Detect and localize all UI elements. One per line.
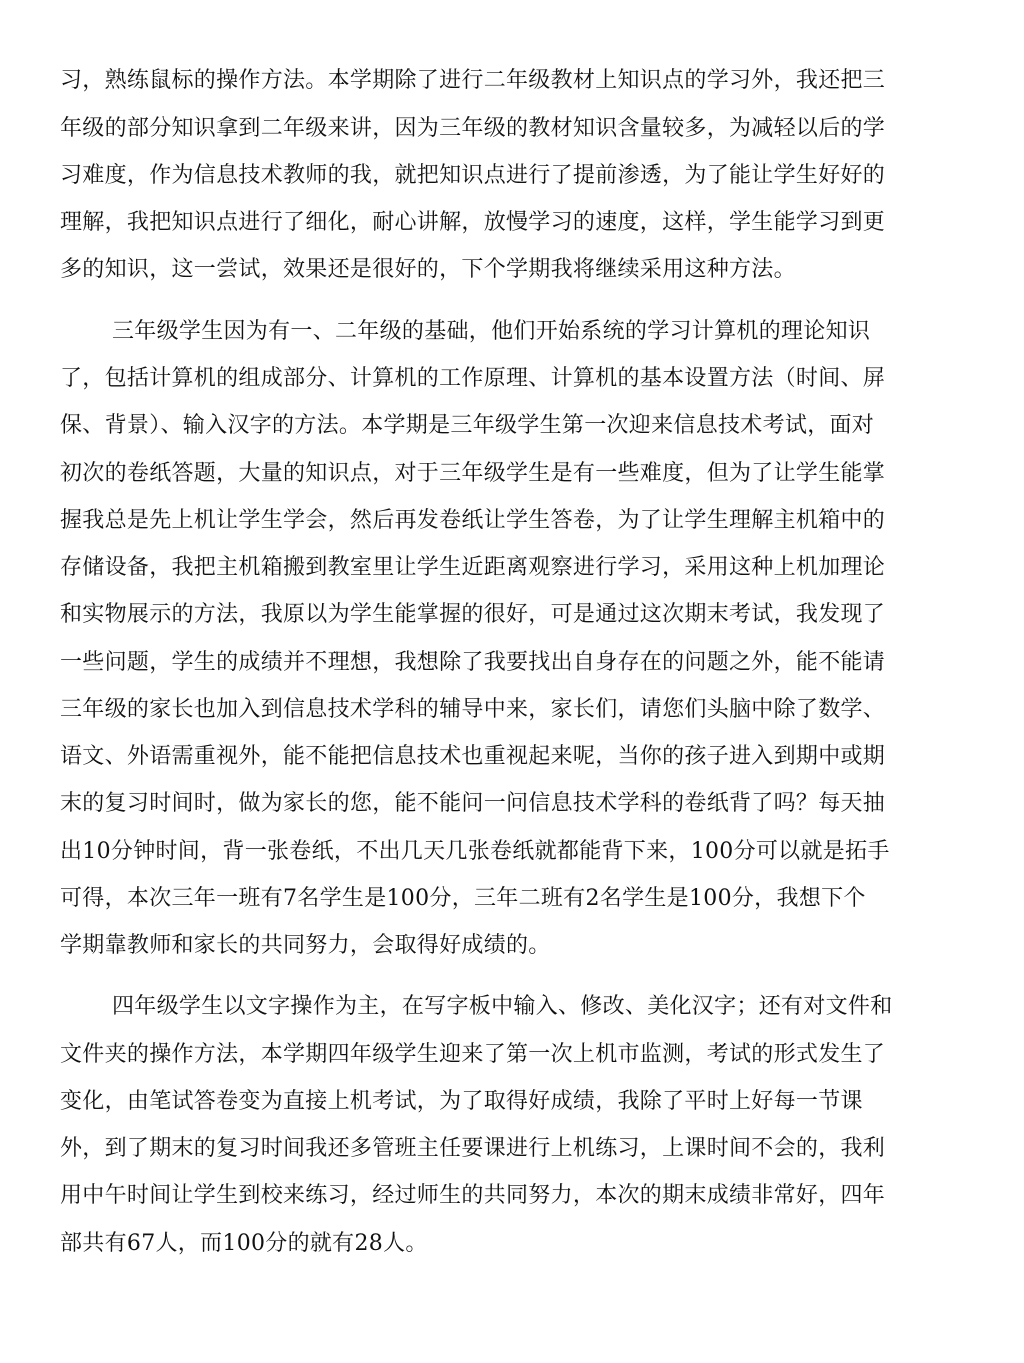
text-line: 理解，我把知识点进行了细化，耐心讲解，放慢学习的速度，这样，学生能学习到更 — [60, 210, 886, 235]
text-line: 用中午时间让学生到校来练习，经过师生的共同努力，本次的期末成绩非常好，四年 — [60, 1183, 886, 1208]
text-line: 保、背景）、输入汉字的方法。本学期是三年级学生第一次迎来信息技术考试，面对 — [60, 413, 875, 438]
text-line: 了，包括计算机的组成部分、计算机的工作原理、计算机的基本设置方法（时间、屏 — [60, 366, 886, 391]
text-line: 可得，本次三年一班有7名学生是100分，三年二班有2名学生是100分，我想下个 — [60, 886, 866, 911]
text-line: 学期靠教师和家长的共同努力，会取得好成绩的。 — [60, 933, 551, 958]
text-line: 握我总是先上机让学生学会，然后再发卷纸让学生答卷，为了让学生理解主机箱中的 — [60, 508, 886, 533]
text-line: 三年级学生因为有一、二年级的基础，他们开始系统的学习计算机的理论知识 — [112, 319, 871, 344]
text-line: 初次的卷纸答题，大量的知识点，对于三年级学生是有一些难度，但为了让学生能掌 — [60, 461, 886, 486]
text-line: 三年级的家长也加入到信息技术学科的辅导中来，家长们，请您们头脑中除了数学、 — [60, 697, 886, 722]
text-line: 四年级学生以文字操作为主，在写字板中输入、修改、美化汉字；还有对文件和 — [112, 994, 893, 1019]
text-line: 外，到了期末的复习时间我还多管班主任要课进行上机练习，上课时间不会的，我利 — [60, 1136, 886, 1161]
text-line: 和实物展示的方法，我原以为学生能掌握的很好，可是通过这次期末考试，我发现了 — [60, 602, 886, 627]
text-line: 语文、外语需重视外，能不能把信息技术也重视起来呢，当你的孩子进入到期中或期 — [60, 744, 886, 769]
text-line: 存储设备，我把主机箱搬到教室里让学生近距离观察进行学习，采用这种上机加理论 — [60, 555, 886, 580]
text-line: 一些问题，学生的成绩并不理想，我想除了我要找出自身存在的问题之外，能不能请 — [60, 650, 886, 675]
text-line: 末的复习时间时，做为家长的您，能不能问一问信息技术学科的卷纸背了吗？每天抽 — [60, 791, 886, 816]
text-line: 年级的部分知识拿到二年级来讲，因为三年级的教材知识含量较多，为减轻以后的学 — [60, 116, 886, 141]
text-line: 习，熟练鼠标的操作方法。本学期除了进行二年级教材上知识点的学习外，我还把三 — [60, 68, 886, 93]
text-line: 习难度，作为信息技术教师的我，就把知识点进行了提前渗透，为了能让学生好好的 — [60, 163, 886, 188]
text-line: 文件夹的操作方法，本学期四年级学生迎来了第一次上机市监测，考试的形式发生了 — [60, 1042, 886, 1067]
text-line: 出10分钟时间，背一张卷纸，不出几天几张卷纸就都能背下来，100分可以就是拓手 — [60, 839, 890, 864]
text-line: 部共有67人，而100分的就有28人。 — [60, 1231, 428, 1256]
text-line: 多的知识，这一尝试，效果还是很好的，下个学期我将继续采用这种方法。 — [60, 257, 796, 282]
text-line: 变化，由笔试答卷变为直接上机考试，为了取得好成绩，我除了平时上好每一节课 — [60, 1089, 863, 1114]
